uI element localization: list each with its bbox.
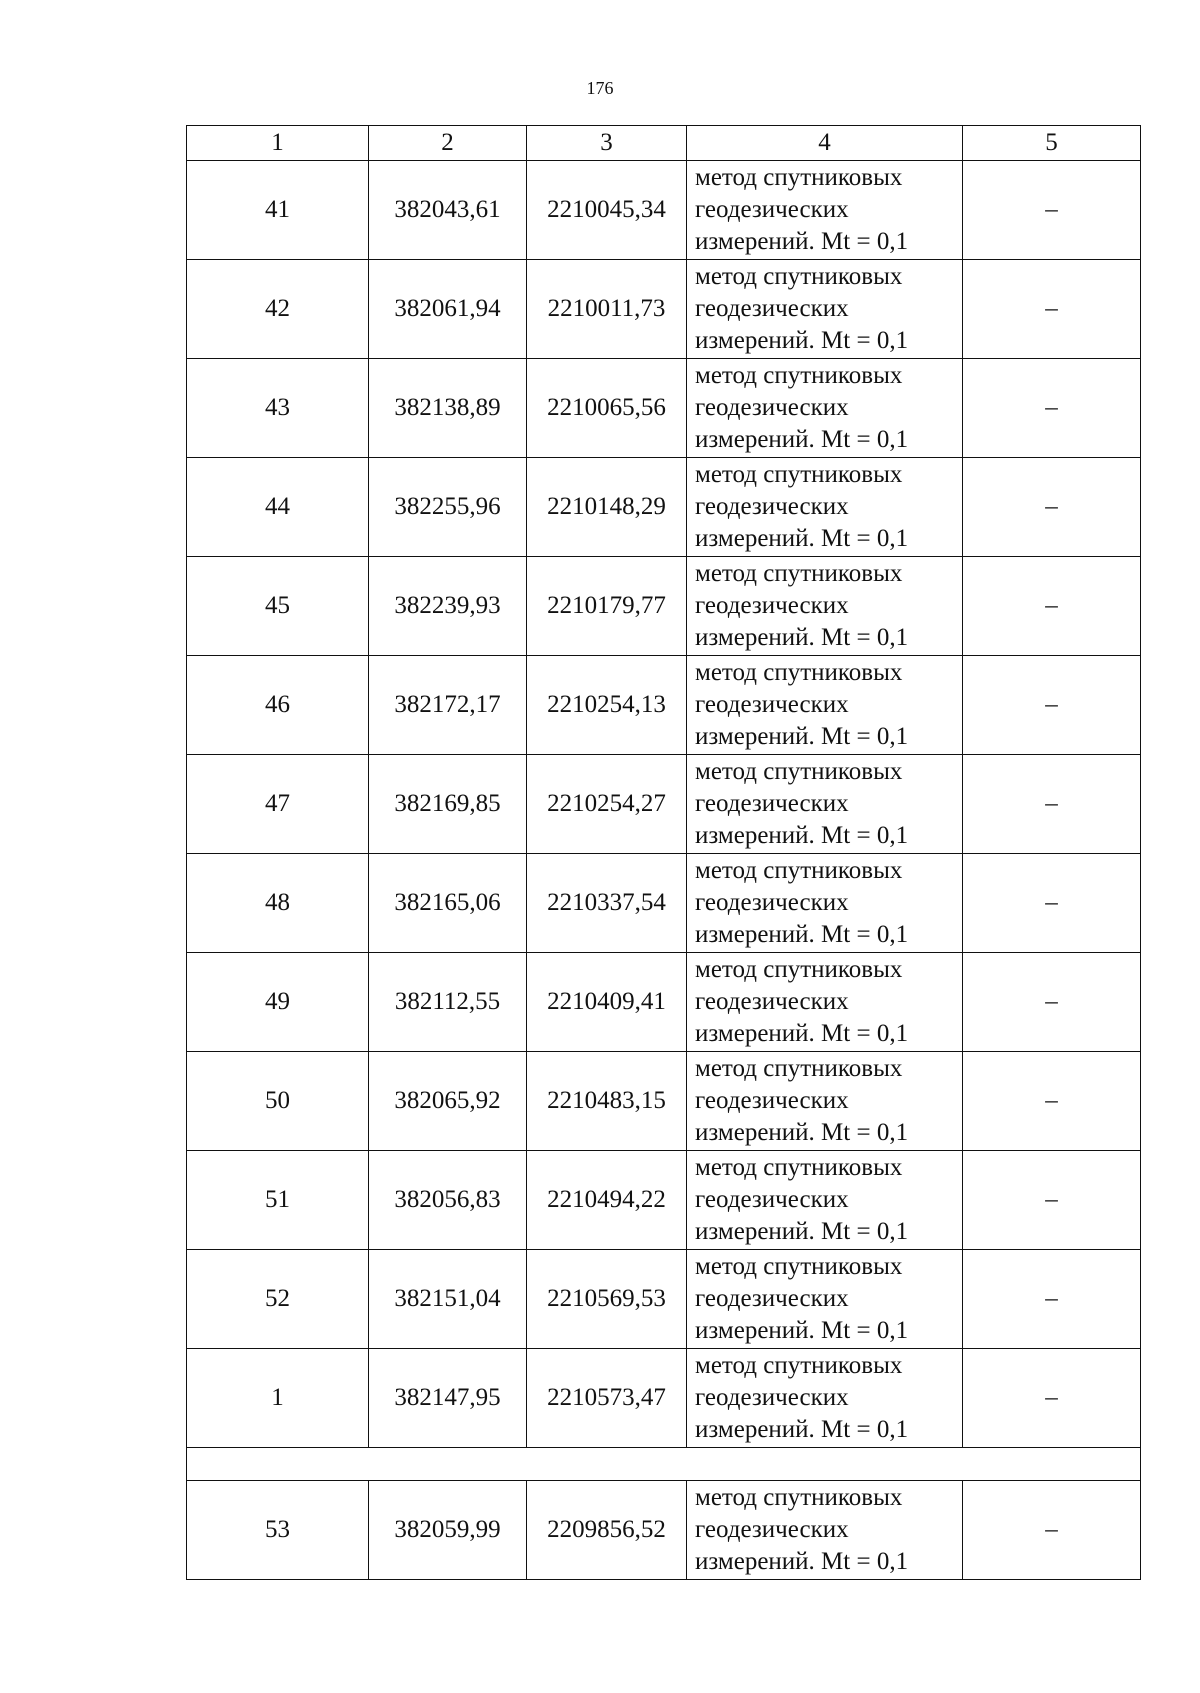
method-line-2: геодезических bbox=[695, 1285, 849, 1312]
method-line-3: измерений. Mt = 0,1 bbox=[695, 426, 909, 453]
header-cell-3: 3 bbox=[527, 126, 687, 161]
spacer-cell bbox=[187, 1448, 1141, 1481]
x-coordinate-cell: 382112,55 bbox=[369, 953, 527, 1052]
method-cell bbox=[687, 953, 963, 1052]
method-cell bbox=[687, 359, 963, 458]
point-number-cell: 48 bbox=[187, 854, 369, 953]
method-line-2: геодезических bbox=[695, 493, 849, 520]
note-cell: – bbox=[963, 1349, 1141, 1448]
method-line-2: геодезических bbox=[695, 295, 849, 322]
x-coordinate-cell: 382255,96 bbox=[369, 458, 527, 557]
x-coordinate-cell: 382059,99 bbox=[369, 1481, 527, 1580]
y-coordinate-cell: 2209856,52 bbox=[527, 1481, 687, 1580]
table-row bbox=[187, 557, 1141, 656]
method-line-3: измерений. Mt = 0,1 bbox=[695, 1218, 909, 1245]
method-line-2: геодезических bbox=[695, 1516, 849, 1543]
y-coordinate-cell: 2210569,53 bbox=[527, 1250, 687, 1349]
method-line-1: метод спутниковых bbox=[695, 263, 903, 290]
point-number-cell: 42 bbox=[187, 260, 369, 359]
x-coordinate-cell: 382151,04 bbox=[369, 1250, 527, 1349]
note-cell: – bbox=[963, 1250, 1141, 1349]
point-number-cell: 43 bbox=[187, 359, 369, 458]
x-coordinate-cell: 382147,95 bbox=[369, 1349, 527, 1448]
method-line-3: измерений. Mt = 0,1 bbox=[695, 1416, 909, 1443]
header-cell-4: 4 bbox=[687, 126, 963, 161]
x-coordinate-cell: 382056,83 bbox=[369, 1151, 527, 1250]
method-line-2: геодезических bbox=[695, 790, 849, 817]
method-line-2: геодезических bbox=[695, 1087, 849, 1114]
note-cell: – bbox=[963, 854, 1141, 953]
y-coordinate-cell: 2210409,41 bbox=[527, 953, 687, 1052]
point-number-cell: 45 bbox=[187, 557, 369, 656]
point-number-cell: 50 bbox=[187, 1052, 369, 1151]
x-coordinate-cell: 382061,94 bbox=[369, 260, 527, 359]
table-row bbox=[187, 260, 1141, 359]
y-coordinate-cell: 2210483,15 bbox=[527, 1052, 687, 1151]
table-row bbox=[187, 359, 1141, 458]
x-coordinate-cell: 382172,17 bbox=[369, 656, 527, 755]
method-cell bbox=[687, 260, 963, 359]
y-coordinate-cell: 2210045,34 bbox=[527, 161, 687, 260]
method-cell bbox=[687, 1052, 963, 1151]
table-row bbox=[187, 656, 1141, 755]
method-line-3: измерений. Mt = 0,1 bbox=[695, 1020, 909, 1047]
header-cell-1: 1 bbox=[187, 126, 369, 161]
header-cell-5: 5 bbox=[963, 126, 1141, 161]
x-coordinate-cell: 382138,89 bbox=[369, 359, 527, 458]
method-cell bbox=[687, 161, 963, 260]
method-line-3: измерений. Mt = 0,1 bbox=[695, 1548, 909, 1575]
method-line-3: измерений. Mt = 0,1 bbox=[695, 822, 909, 849]
note-cell: – bbox=[963, 260, 1141, 359]
method-line-1: метод спутниковых bbox=[695, 758, 903, 785]
x-coordinate-cell: 382065,92 bbox=[369, 1052, 527, 1151]
table-row bbox=[187, 1052, 1141, 1151]
table-header-row bbox=[187, 126, 1141, 161]
note-cell: – bbox=[963, 1151, 1141, 1250]
method-line-3: измерений. Mt = 0,1 bbox=[695, 327, 909, 354]
coordinates-table-body bbox=[187, 126, 1141, 1580]
y-coordinate-cell: 2210254,27 bbox=[527, 755, 687, 854]
method-line-3: измерений. Mt = 0,1 bbox=[695, 1119, 909, 1146]
table-row bbox=[187, 458, 1141, 557]
note-cell: – bbox=[963, 458, 1141, 557]
point-number-cell: 1 bbox=[187, 1349, 369, 1448]
x-coordinate-cell: 382169,85 bbox=[369, 755, 527, 854]
method-line-2: геодезических bbox=[695, 592, 849, 619]
point-number-cell: 41 bbox=[187, 161, 369, 260]
point-number-cell: 49 bbox=[187, 953, 369, 1052]
method-cell bbox=[687, 854, 963, 953]
method-line-2: геодезических bbox=[695, 1384, 849, 1411]
method-cell bbox=[687, 656, 963, 755]
note-cell: – bbox=[963, 953, 1141, 1052]
y-coordinate-cell: 2210494,22 bbox=[527, 1151, 687, 1250]
method-line-2: геодезических bbox=[695, 1186, 849, 1213]
method-line-3: измерений. Mt = 0,1 bbox=[695, 228, 909, 255]
note-cell: – bbox=[963, 1052, 1141, 1151]
method-line-1: метод спутниковых bbox=[695, 362, 903, 389]
method-line-3: измерений. Mt = 0,1 bbox=[695, 624, 909, 651]
table-row bbox=[187, 1151, 1141, 1250]
note-cell: – bbox=[963, 359, 1141, 458]
method-line-1: метод спутниковых bbox=[695, 1352, 903, 1379]
note-cell: – bbox=[963, 656, 1141, 755]
method-line-1: метод спутниковых bbox=[695, 560, 903, 587]
note-cell: – bbox=[963, 1481, 1141, 1580]
method-line-1: метод спутниковых bbox=[695, 1055, 903, 1082]
y-coordinate-cell: 2210573,47 bbox=[527, 1349, 687, 1448]
table-row bbox=[187, 161, 1141, 260]
point-number-cell: 52 bbox=[187, 1250, 369, 1349]
method-line-2: геодезических bbox=[695, 394, 849, 421]
method-line-2: геодезических bbox=[695, 889, 849, 916]
table-row bbox=[187, 953, 1141, 1052]
method-line-3: измерений. Mt = 0,1 bbox=[695, 921, 909, 948]
method-cell bbox=[687, 458, 963, 557]
coordinates-table bbox=[186, 125, 1141, 1580]
method-line-1: метод спутниковых bbox=[695, 1484, 903, 1511]
x-coordinate-cell: 382165,06 bbox=[369, 854, 527, 953]
point-number-cell: 47 bbox=[187, 755, 369, 854]
method-line-1: метод спутниковых bbox=[695, 659, 903, 686]
method-line-1: метод спутниковых bbox=[695, 1253, 903, 1280]
method-line-1: метод спутниковых bbox=[695, 956, 903, 983]
point-number-cell: 51 bbox=[187, 1151, 369, 1250]
point-number-cell: 53 bbox=[187, 1481, 369, 1580]
method-line-1: метод спутниковых bbox=[695, 164, 903, 191]
note-cell: – bbox=[963, 161, 1141, 260]
table-row bbox=[187, 1349, 1141, 1448]
method-line-2: геодезических bbox=[695, 691, 849, 718]
table-row bbox=[187, 1250, 1141, 1349]
table-row bbox=[187, 854, 1141, 953]
method-line-3: измерений. Mt = 0,1 bbox=[695, 525, 909, 552]
y-coordinate-cell: 2210011,73 bbox=[527, 260, 687, 359]
y-coordinate-cell: 2210065,56 bbox=[527, 359, 687, 458]
table-row bbox=[187, 755, 1141, 854]
method-cell bbox=[687, 1250, 963, 1349]
y-coordinate-cell: 2210254,13 bbox=[527, 656, 687, 755]
method-line-2: геодезических bbox=[695, 988, 849, 1015]
page-number: 176 bbox=[586, 78, 614, 98]
method-line-3: измерений. Mt = 0,1 bbox=[695, 1317, 909, 1344]
table-spacer-row bbox=[187, 1448, 1141, 1481]
method-cell bbox=[687, 755, 963, 854]
point-number-cell: 46 bbox=[187, 656, 369, 755]
method-cell bbox=[687, 557, 963, 656]
method-cell bbox=[687, 1151, 963, 1250]
x-coordinate-cell: 382239,93 bbox=[369, 557, 527, 656]
x-coordinate-cell: 382043,61 bbox=[369, 161, 527, 260]
method-line-1: метод спутниковых bbox=[695, 857, 903, 884]
note-cell: – bbox=[963, 755, 1141, 854]
note-cell: – bbox=[963, 557, 1141, 656]
method-cell bbox=[687, 1349, 963, 1448]
y-coordinate-cell: 2210179,77 bbox=[527, 557, 687, 656]
header-cell-2: 2 bbox=[369, 126, 527, 161]
point-number-cell: 44 bbox=[187, 458, 369, 557]
method-line-1: метод спутниковых bbox=[695, 461, 903, 488]
method-line-2: геодезических bbox=[695, 196, 849, 223]
y-coordinate-cell: 2210148,29 bbox=[527, 458, 687, 557]
table-row bbox=[187, 1481, 1141, 1580]
method-cell bbox=[687, 1481, 963, 1580]
method-line-1: метод спутниковых bbox=[695, 1154, 903, 1181]
method-line-3: измерений. Mt = 0,1 bbox=[695, 723, 909, 750]
y-coordinate-cell: 2210337,54 bbox=[527, 854, 687, 953]
